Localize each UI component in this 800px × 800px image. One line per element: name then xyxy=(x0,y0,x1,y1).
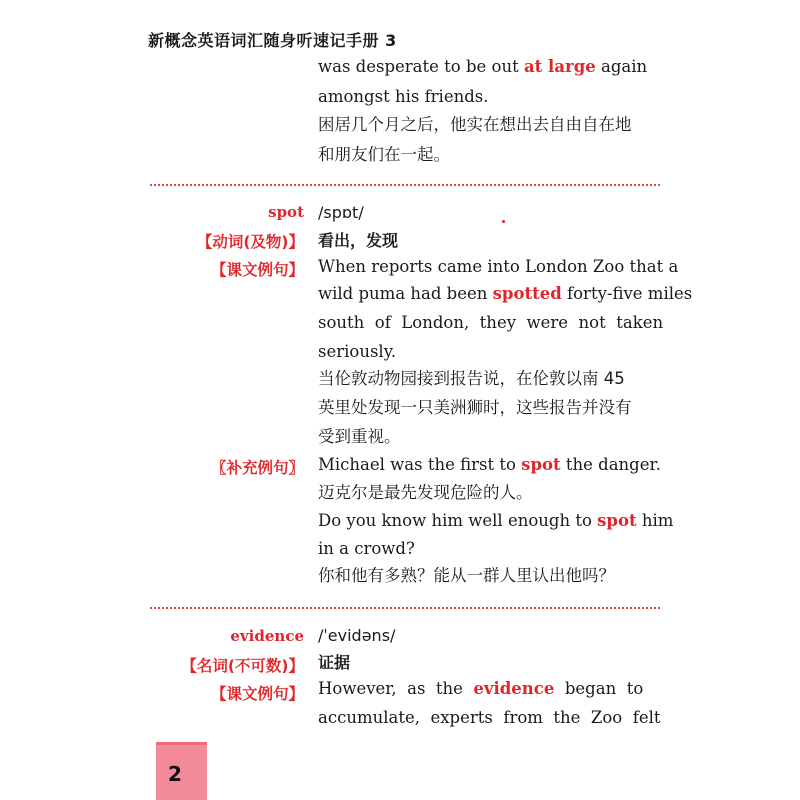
pos-tag-evidence: 【名词(不可数)】 xyxy=(181,657,304,675)
example-line: However, as the evidence began to xyxy=(318,679,644,698)
phonetic-evidence: /ˈevidəns/ xyxy=(318,626,396,645)
highlighted-phrase: at large xyxy=(523,57,596,76)
phonetic-spot: /spɒt/ xyxy=(318,203,364,222)
example-line: Do you know him well enough to spot him xyxy=(318,511,674,530)
section-divider xyxy=(150,184,660,186)
headword-evidence: evidence xyxy=(230,627,304,645)
extra-tag-spot: 〖补充例句〗 xyxy=(210,459,304,477)
translation-line: 困居几个月之后，他实在想出去自由自在地 xyxy=(318,115,632,134)
headword-spot: spot xyxy=(268,203,304,221)
meaning-evidence: 证据 xyxy=(318,653,351,672)
lesson-tag-spot: 【课文例句】 xyxy=(210,261,304,279)
section-divider xyxy=(150,607,660,609)
translation-line: 和朋友们在一起。 xyxy=(318,145,450,164)
translation-line: 当伦敦动物园接到报告说，在伦敦以南 45 xyxy=(318,369,625,388)
example-line: south of London, they were not taken xyxy=(318,313,664,332)
lesson-tag-evidence: 【课文例句】 xyxy=(210,685,304,703)
example-line: accumulate, experts from the Zoo felt xyxy=(318,708,661,727)
highlighted-word: spot xyxy=(597,511,637,530)
red-dot-mark xyxy=(502,220,505,223)
translation-line: 迈克尔是最先发现危险的人。 xyxy=(318,483,533,502)
highlighted-word: spot xyxy=(521,455,561,474)
pos-tag-spot: 【动词(及物)】 xyxy=(196,233,304,251)
example-line: seriously. xyxy=(318,342,397,361)
highlighted-word: evidence xyxy=(473,679,555,698)
example-line: amongst his friends. xyxy=(318,87,489,106)
example-line: wild puma had been spotted forty-five miles xyxy=(318,284,693,303)
example-line: When reports came into London Zoo that a xyxy=(318,257,679,276)
meaning-spot: 看出，发现 xyxy=(318,231,399,250)
page-number: 2 xyxy=(168,762,182,786)
highlighted-word: spotted xyxy=(492,284,562,303)
example-line: in a crowd? xyxy=(318,539,415,558)
translation-line: 你和他有多熟？能从一群人里认出他吗？ xyxy=(318,566,615,585)
page-header-title: 新概念英语词汇随身听速记手册 3 xyxy=(148,31,397,50)
translation-line: 受到重视。 xyxy=(318,427,401,446)
example-line: was desperate to be out at large again xyxy=(318,57,648,76)
example-line: Michael was the first to spot the danger. xyxy=(318,455,661,474)
translation-line: 英里处发现一只美洲狮时，这些报告并没有 xyxy=(318,398,632,417)
